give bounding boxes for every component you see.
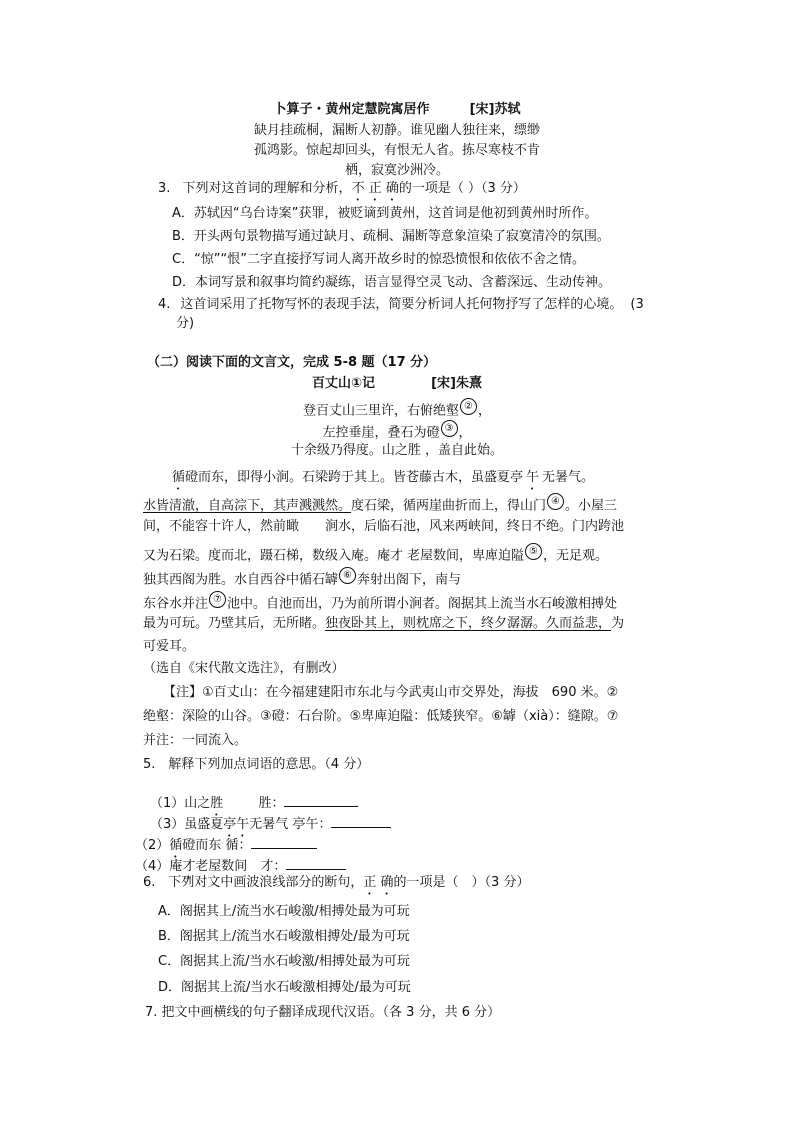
prose-line-8: 可爱耳。 <box>143 639 196 654</box>
prose-text: 。小屋三 <box>565 498 618 514</box>
question-3-option-d: D．本词写景和叙事均简约凝练，语言显得空灵飞动、含蓄深远、生动传神。 <box>172 275 612 290</box>
footnote-marker: ③ <box>441 420 458 437</box>
prose-text: 度石梁，循两崖曲折而上，得山门 <box>351 498 547 514</box>
question-5-stem: 5. 解释下列加点词语的意思。（4 分） <box>143 757 370 772</box>
prose-line-3: 间，不能容十许人，然前瞰 涧水，后临石池，风来两峡间，终日不绝。门内跨池 <box>143 519 625 534</box>
item-text: （2） <box>135 838 170 853</box>
question-7-stem: 7. 把文中画横线的句子翻译成现代汉语。（各 3 分，共 6 分） <box>145 1005 501 1020</box>
prose-center-line-3: 十余级乃得度。山之胜 ，盖自此始。 <box>290 443 504 458</box>
prose-text: ，无足观。 <box>543 548 609 564</box>
item-text: （4）庵 <box>135 859 183 874</box>
prose-author: [宋]朱熹 <box>431 376 482 391</box>
question-4-stem <box>158 296 644 314</box>
wavy-sentence: 阁据其上流当水石峻激相搏处 <box>448 596 618 612</box>
item-label: 亭午： <box>292 817 332 832</box>
emphasis-text: 亭午 <box>223 817 250 832</box>
answer-blank[interactable] <box>284 794 358 807</box>
item-text: 无暑气 <box>249 817 293 832</box>
item-text: （3）虽盛夏 <box>150 817 224 832</box>
footnote-marker: ② <box>460 398 477 415</box>
item-text: 老屋数间 <box>195 859 261 874</box>
prose-text: 左控垂崖，叠石为磴 <box>322 425 440 441</box>
prose-heading <box>0 375 794 393</box>
item-label: 胜： <box>258 796 285 811</box>
poem-line-1: 缺月挂疏桐，漏断人初静。谁见幽人独往来，缥缈 <box>253 123 540 138</box>
stem-text: 6. 下列对文中画波浪线部分的断句， <box>143 875 364 890</box>
poem-heading <box>0 101 794 119</box>
question-3-option-c: C．“惊”“恨”二字直接抒写词人离开故乡时的惊恐愤恨和依依不舍之情。 <box>172 252 586 267</box>
emphasis-text: 循 <box>172 470 186 485</box>
answer-blank[interactable] <box>286 857 346 870</box>
prose-source: （选自《宋代散文选注》，有删改） <box>143 661 345 676</box>
prose-line-7 <box>143 615 624 633</box>
item-text: 磴而东 <box>182 838 226 853</box>
question-6-option-b: B．阁据其上/流当水石峻激相搏处/最为可玩 <box>158 929 410 944</box>
notes-line-1: 【注】①百丈山：在今福建建阳市东北与今武夷山市交界处，海拔 690 米。② <box>163 685 619 700</box>
underlined-sentence: 水皆清澈，自高淙下，其声溅溅然。 <box>143 498 352 514</box>
prose-line-5 <box>143 567 461 589</box>
footnote-marker: ⑤ <box>525 543 542 560</box>
item-label: 循： <box>225 838 252 853</box>
footnote-marker: ⑥ <box>339 567 356 584</box>
prose-text: 老屋数间，卑庳迫隘 <box>407 548 525 564</box>
footnote-marker: ④ <box>547 493 564 510</box>
poem-line-2: 孤鸿影。惊起却回头，有恨无人省。拣尽寒枝不肯 <box>253 143 540 158</box>
item-text <box>223 796 240 811</box>
prose-text: 登百丈山三里许，右俯绝壑 <box>302 403 459 419</box>
emphasis-text: 胜 <box>210 796 224 811</box>
prose-text: 东谷水并注 <box>143 596 209 612</box>
answer-blank[interactable] <box>251 836 317 849</box>
question-3-option-a: A．苏轼因“乌台诗案”获罪，被贬谪到黄州，这首词是他初到黄州时所作。 <box>172 206 598 221</box>
prose-line-1 <box>172 469 594 493</box>
score-text: (3 <box>630 297 644 312</box>
item-text: （1）山之 <box>150 796 211 811</box>
emphasis-text: 正 确 <box>363 875 394 890</box>
prose-text: 独其西阁为胜。水自西谷中循石罅 <box>143 572 339 588</box>
notes-line-3: 并注：一同流入。 <box>143 733 248 748</box>
prose-line-4 <box>143 543 608 565</box>
underlined-sentence: 独夜卧其上，则枕席之下，终夕潺潺。 <box>325 616 547 631</box>
prose-center-line-2 <box>0 420 794 442</box>
emphasis-text: 不 正 确 <box>351 181 399 196</box>
prose-text: 奔射出阁下，南与 <box>357 572 462 588</box>
emphasis-text: 午 <box>526 470 540 485</box>
prose-title: 百丈山①记 <box>312 376 376 391</box>
emphasis-text: 循 <box>169 838 183 853</box>
question-3-stem <box>158 180 526 204</box>
stem-text: 的一项是（ ）（3 分） <box>393 875 530 890</box>
poem-line-3: 栖，寂寞沙洲冷。 <box>344 163 449 178</box>
emphasis-text: 才 <box>182 859 196 874</box>
prose-text: 无暑气。 <box>542 470 595 485</box>
question-6-stem <box>143 874 529 898</box>
prose-text: 池中。自池而出，乃为前所谓小涧者。 <box>227 596 449 612</box>
stem-text: 下列对这首词的理解和分析， <box>182 181 352 196</box>
underlined-sentence: 久而益悲， <box>546 616 612 631</box>
prose-line-6 <box>143 591 617 613</box>
poem-author: [宋]苏轼 <box>469 102 521 117</box>
question-6-option-d: D．阁据其上流/当水石峻激相搏处/最为可玩 <box>158 980 411 995</box>
prose-text: 乃壁其后，无所睹。 <box>208 616 326 631</box>
prose-text: 又为石梁。度而北，蹑石梯，数级入庵。庵才 <box>143 548 404 564</box>
prose-center-line-1 <box>0 398 794 420</box>
question-4-score: 分) <box>176 316 195 331</box>
prose-line-2 <box>143 493 617 515</box>
prose-text: ， <box>458 425 472 441</box>
notes-line-2: 绝壑：深险的山谷。③磴：石台阶。⑤卑庳迫隘：低矮狭窄。⑥罅（xià）：缝隙。⑦ <box>143 709 619 724</box>
poem-title: 卜算子・黄州定慧院寓居作 <box>273 102 430 117</box>
question-3-option-b: B．开头两句景物描写通过缺月、疏桐、漏断等意象渲染了寂寞清冷的氛围。 <box>172 229 610 244</box>
question-number: 3. <box>158 181 171 196</box>
wavy-sentence: 最为可玩。 <box>143 616 209 631</box>
footnote-marker: ⑦ <box>209 591 226 608</box>
question-6-option-a: A．阁据其上/流当水石峻激/相搏处最为可玩 <box>158 904 410 919</box>
stem-text: 的一项是（ ）（3 分） <box>398 181 526 196</box>
stem-text: 这首词采用了托物写怀的表现手法，简要分析词人托何物抒写了怎样的心境。 <box>180 297 623 312</box>
prose-text: 为 <box>611 616 625 631</box>
prose-text: ， <box>478 403 492 419</box>
item-label: 才： <box>260 859 287 874</box>
section-heading: （二）阅读下面的文言文，完成 5-8 题（17 分） <box>147 355 437 370</box>
prose-text: 磴而东，即得小涧。石梁跨于其上。皆苍藤古木，虽盛夏亭 <box>185 470 524 485</box>
question-number: 4. <box>158 297 171 312</box>
question-6-option-c: C．阁据其上流/当水石峻激/相搏处最为可玩 <box>158 954 410 969</box>
answer-blank[interactable] <box>331 815 391 828</box>
